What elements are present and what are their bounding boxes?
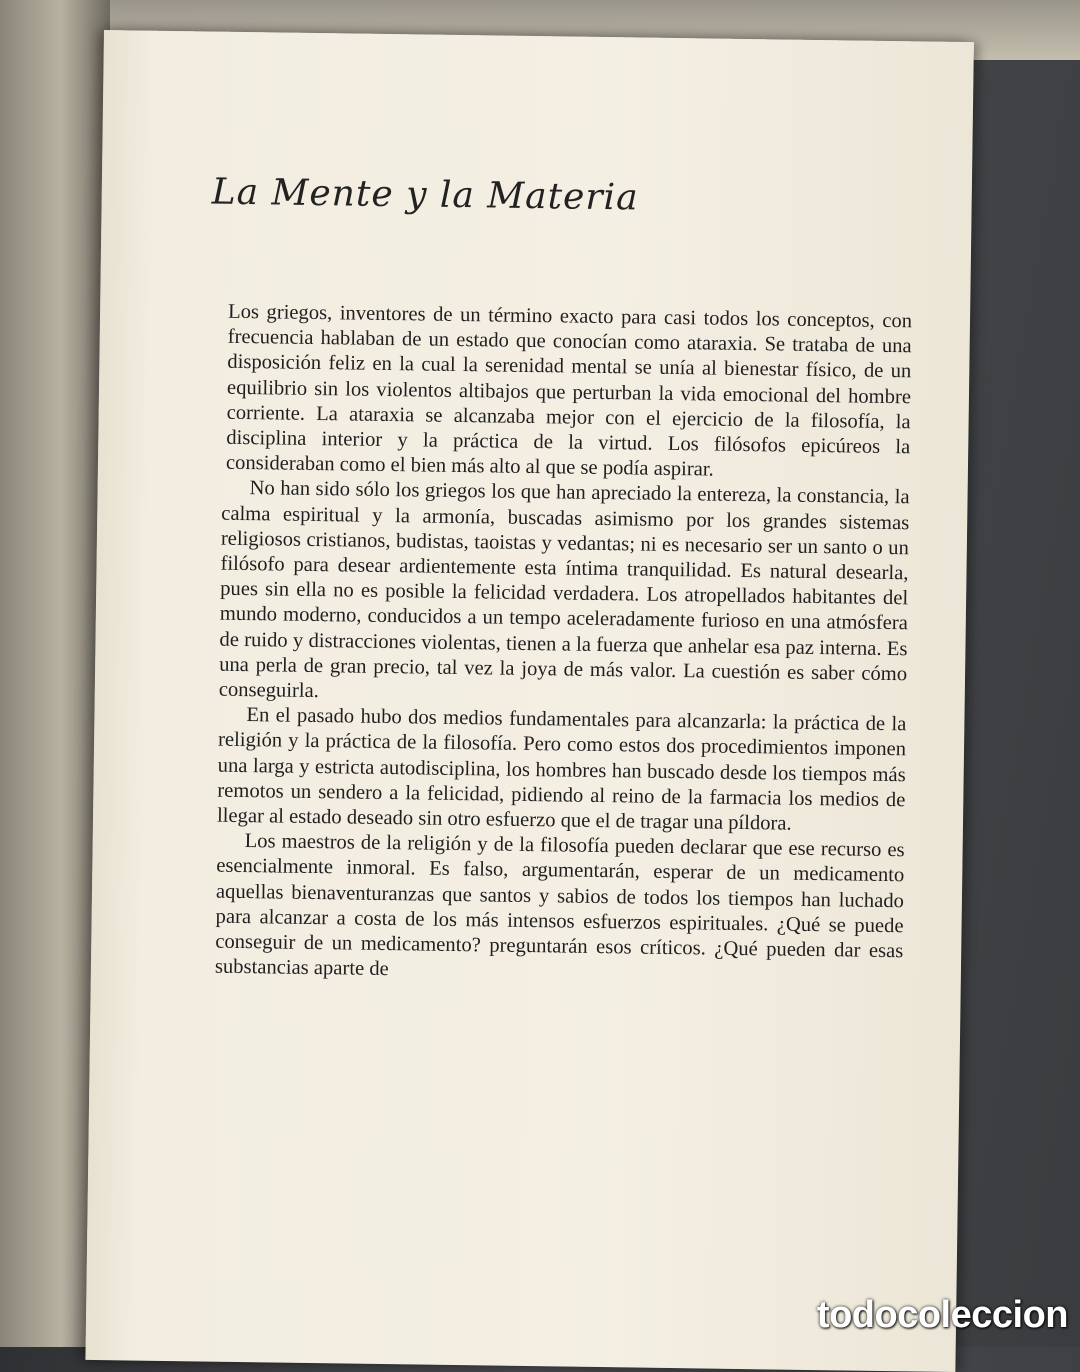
paragraph-1: Los griegos, inventores de un término exacto para casi todos los conceptos, con frecuencia hablaban de un estado que conocían como ataraxia. Se trataba de una disposición feliz en la cual la serenidad mental se unía al bienestar físico, de un equilibrio sin los violentos altibajos que perturban la vida emocional del hombre corriente. La ataraxia se alcanzaba mejor con el ejercicio de la filosofía, la disciplina interior y la práctica de la virtud. Los filósofos epicúreos la consideraban como el bien más alto al que se podía aspirar. bbox=[225, 300, 913, 481]
paragraph-3: En el pasado hubo dos medios fundamentales para alcanzarla: la práctica de la religión y la práctica de la filosofía. Pero como estos dos procedimientos imponen una larga y estricta autodisciplina, los hombres han buscado desde los tiempos más remotos un sendero a la felicidad, pidiendo al reino de la farmacia los medios de llegar al estado deseado sin otro esfuerzo que el de tragar una píldora. bbox=[216, 704, 907, 835]
book-page bbox=[85, 30, 973, 1372]
body-text bbox=[215, 300, 912, 990]
chapter-title: La Mente y la Materia bbox=[211, 171, 639, 219]
paragraph-2: No han sido sólo los griegos los que han apreciado la entereza, la constancia, la calma espiritual y la armonía, buscadas asimismo por los grandes sistemas religiosos cristianos, budistas, taoistas y vedantas; ni es necesario ser un santo o un filósofo para desear ardientemente esta íntima tranquilidad. Es natural desearla, pues sin ella no es posible la felicidad verdadera. Los atropellados habitantes del mundo moderno, conducidos a un tempo aceleradamente furioso en una atmósfera de ruido y distracciones violentas, tienen a la fuerza que anhelar esa paz interna. Es una perla de gran precio, tal vez la joya de más valor. La cuestión es saber cómo conseguirla. bbox=[218, 477, 910, 703]
watermark-logo: todocoleccion bbox=[816, 1294, 1068, 1336]
paragraph-4: Los maestros de la religión y de la filosofía pueden declarar que ese recurso es esencialmente inmoral. Es falso, argumentarán, esperar de un medicamento aquellas bienaventuranzas que santos y sabios de todos los tiempos han luchado para alcanzar a costa de los más intensos esfuerzos espirituales. ¿Qué se puede conseguir de un medicamento? preguntarán esos críticos. ¿Qué pueden dar esas substancias aparte de bbox=[214, 830, 905, 981]
